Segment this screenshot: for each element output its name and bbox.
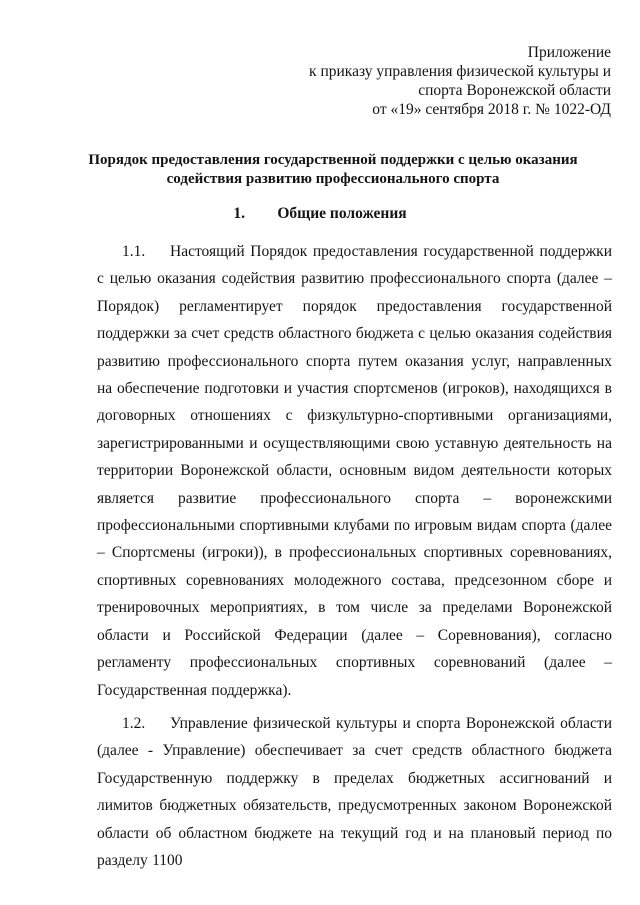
paragraph-text: Управление физической культуры и спорта Воронежской области (далее - Управление) обеспечивает за счет средств областного бюджета Государственную поддержку в пределах бюджетных ассигнований и лимитов бюджетных обязательств, предусмотренных законом Воронежской области об областном бюджете на текущий год и на плановый период по разделу 1100 — [97, 714, 612, 869]
appendix-header — [309, 43, 611, 119]
appendix-line-2: к приказу управления физической культуры и — [309, 63, 611, 80]
paragraph-1-1 — [97, 238, 612, 704]
appendix-line-3: спорта Воронежской области — [418, 82, 611, 99]
section-number: 1. — [233, 205, 245, 222]
paragraph-text: Настоящий Порядок предоставления государственной поддержки с целью оказания содействия развитию профессионального спорта (далее – Порядок) регламентирует порядок предоставления государственной поддержки за счет средств областного бюджета с целью оказания содействия развитию профессионального спорта путем оказания услуг, направленных на обеспечение подготовки и участия спортсменов (игроков), находящихся в договорных отношениях с физкультурно-спортивными организациями, зарегистрированными и осуществляющими свою уставную деятельность на территории Воронежской области, основным видом деятельности которых является развитие профессионального спорта – воронежскими профессиональными спортивными клубами по игровым видам спорта (далее – Спортсмены (игроки)), в профессиональных спортивных соревнованиях, спортивных соревнованиях молодежного состава, предсезонном сборе и тренировочных мероприятиях, в том числе за пределами Воронежской области и Российской Федерации (далее – Соревнования), согласно регламенту профессиональных спортивных соревнований (далее – Государственная поддержка). — [97, 243, 612, 699]
document-title: Порядок предоставления государственной поддержки с целью оказания содействия развитию профессионального спорта — [88, 152, 578, 187]
appendix-line-1: Приложение — [527, 44, 611, 61]
section-title: Общие положения — [277, 205, 407, 222]
section-heading — [0, 204, 640, 224]
body-text — [97, 238, 612, 874]
paragraph-number: 1.2. — [122, 714, 146, 732]
paragraph-1-2 — [97, 710, 612, 874]
appendix-line-4: от «19» сентября 2018 г. № 1022-ОД — [372, 101, 611, 118]
paragraph-number: 1.1. — [122, 243, 146, 260]
